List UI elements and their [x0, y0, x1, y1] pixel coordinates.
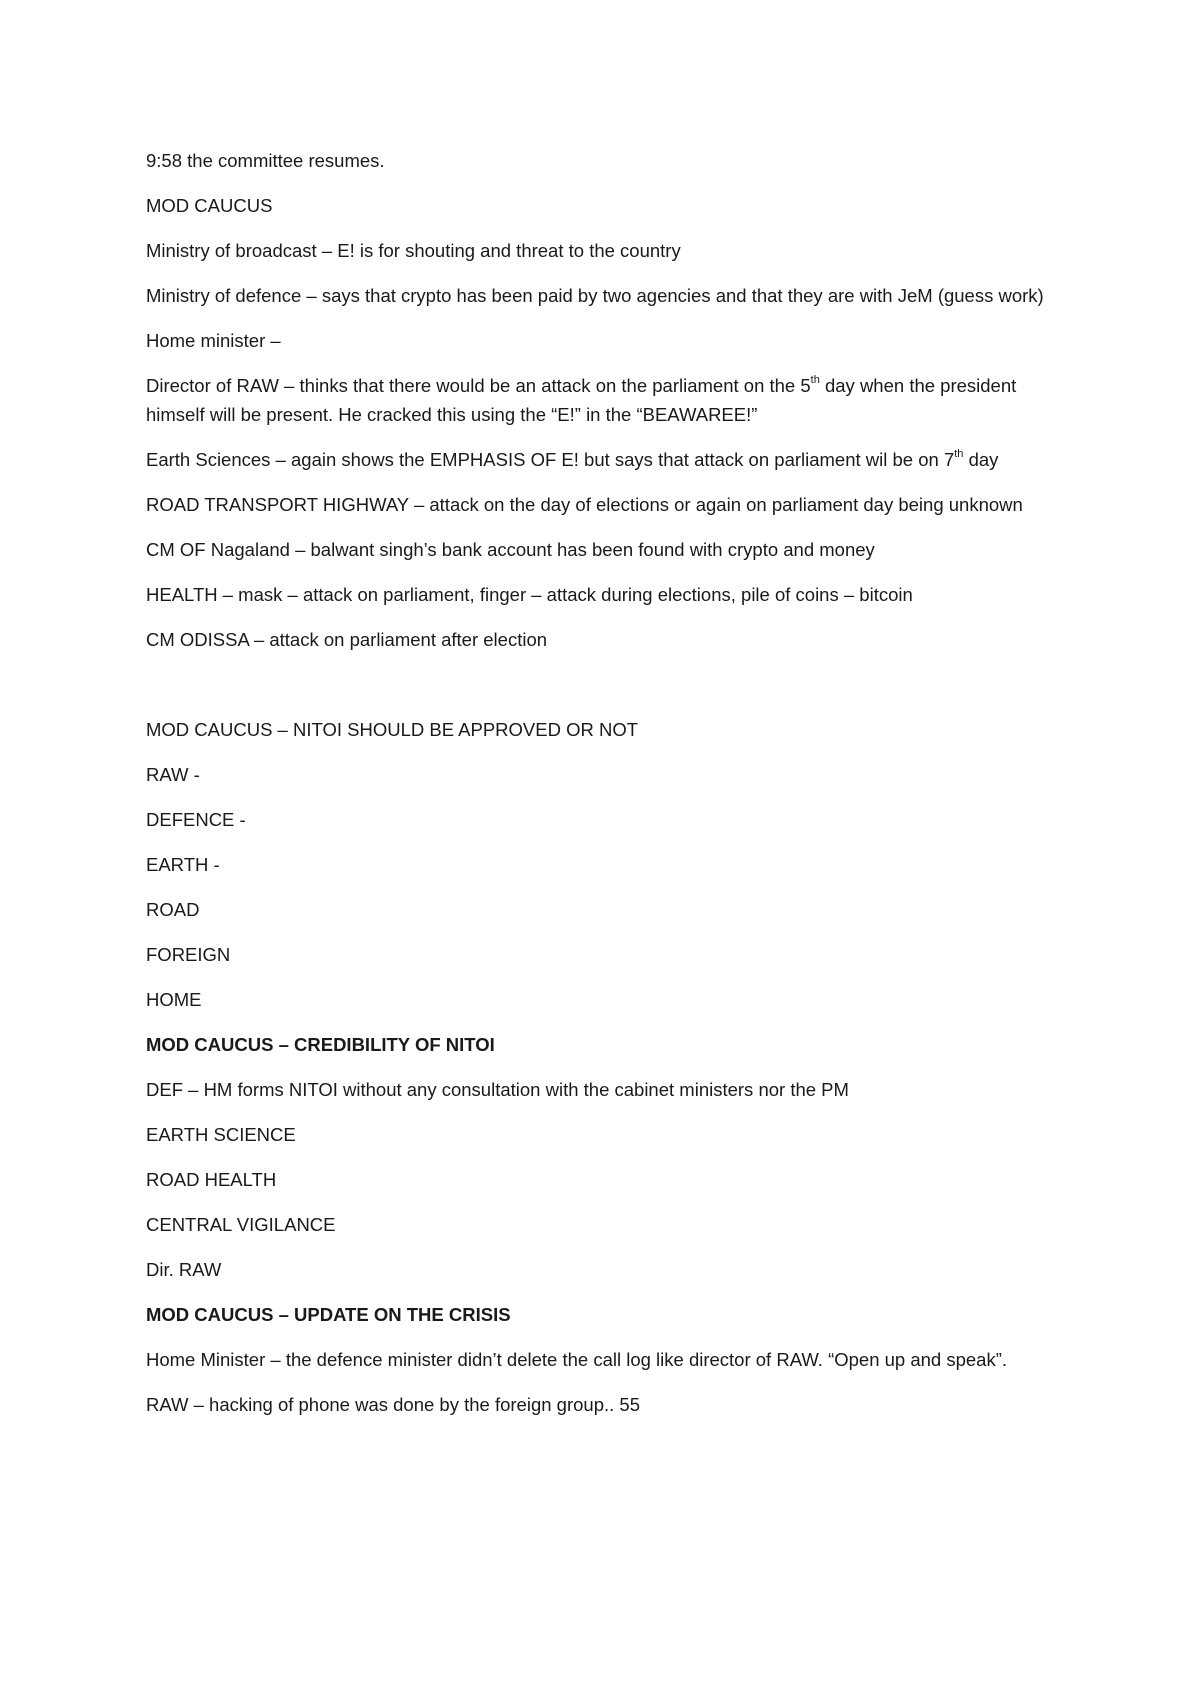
blank-line: [146, 670, 1046, 699]
paragraph: DEF – HM forms NITOI without any consultation with the cabinet ministers nor the PM: [146, 1079, 849, 1100]
paragraph: CM OF Nagaland – balwant singh’s bank account has been found with crypto and money: [146, 539, 875, 560]
paragraph: Home Minister – the defence minister didn’t delete the call log like director of RAW. “Open up and speak”.: [146, 1349, 1008, 1370]
paragraph-text: day when the president himself will be present. He cracked this using the “E!” in the “BEAWAREE!”: [146, 375, 1017, 425]
paragraph: [146, 371, 1046, 429]
section-heading: MOD CAUCUS – UPDATE ON THE CRISIS: [146, 1304, 511, 1325]
section-heading: MOD CAUCUS – CREDIBILITY OF NITOI: [146, 1034, 495, 1055]
paragraph: Ministry of defence – says that crypto has been paid by two agencies and that they are with JeM (guess work): [146, 285, 1044, 306]
paragraph: HOME: [146, 989, 202, 1010]
paragraph: ROAD: [146, 899, 200, 920]
paragraph: CM ODISSA – attack on parliament after election: [146, 629, 548, 650]
paragraph: FOREIGN: [146, 944, 231, 965]
paragraph: MOD CAUCUS: [146, 195, 273, 216]
paragraph: [146, 445, 1046, 474]
paragraph: MOD CAUCUS – NITOI SHOULD BE APPROVED OR NOT: [146, 719, 639, 740]
paragraph-text: day: [963, 449, 999, 470]
paragraph: CENTRAL VIGILANCE: [146, 1214, 336, 1235]
paragraph: EARTH SCIENCE: [146, 1124, 296, 1145]
paragraph: Ministry of broadcast – E! is for shouting and threat to the country: [146, 240, 681, 261]
document-page: [146, 146, 1046, 1435]
paragraph: HEALTH – mask – attack on parliament, finger – attack during elections, pile of coins – bitcoin: [146, 584, 913, 605]
paragraph: 9:58 the committee resumes.: [146, 150, 385, 171]
paragraph: EARTH -: [146, 854, 220, 875]
paragraph: ROAD HEALTH: [146, 1169, 277, 1190]
paragraph: DEFENCE -: [146, 809, 246, 830]
paragraph-text: Earth Sciences – again shows the EMPHASIS OF E! but says that attack on parliament wil be on 7: [146, 449, 955, 470]
superscript: th: [954, 447, 964, 460]
superscript: th: [810, 373, 820, 386]
paragraph-text: Director of RAW – thinks that there would be an attack on the parliament on the 5: [146, 375, 811, 396]
paragraph: Dir. RAW: [146, 1259, 222, 1280]
paragraph: Home minister –: [146, 330, 281, 351]
paragraph: RAW – hacking of phone was done by the foreign group.. 55: [146, 1394, 640, 1415]
paragraph: RAW -: [146, 764, 200, 785]
paragraph: ROAD TRANSPORT HIGHWAY – attack on the day of elections or again on parliament day being unknown: [146, 494, 1023, 515]
